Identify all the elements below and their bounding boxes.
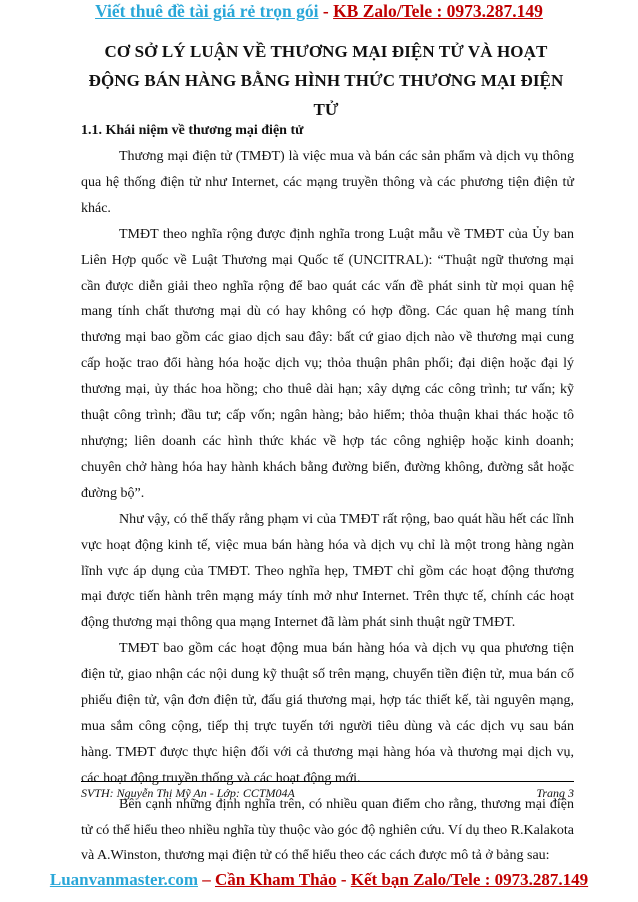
document-title: CƠ SỞ LÝ LUẬN VỀ THƯƠNG MẠI ĐIỆN TỬ VÀ HOẠT ĐỘNG BÁN HÀNG BẰNG HÌNH THỨC THƯƠNG MẠI ĐIỆN TỬ — [88, 42, 564, 119]
site-link[interactable]: Luanvanmaster.com — [49, 870, 198, 889]
zalo-link[interactable]: Kết bạn Zalo/Tele : 0973.287.149 — [350, 870, 589, 889]
paragraph-3: Như vậy, có thể thấy rằng phạm vi của TMĐT rất rộng, bao quát hầu hết các lĩnh vực hoạt động kinh tế, việc mua bán hàng hóa và dịch vụ chỉ là một trong hàng ngàn lĩnh vực áp dụng của TMĐT. Theo nghĩa hẹp, TMĐT chỉ gồm các hoạt động thương mại được tiến hành trên mạng máy tính mở như Internet. Trên thực tế, chính các hoạt động thương mại thông qua mạng Internet đã làm phát sinh thuật ngữ TMĐT. — [81, 511, 574, 631]
paragraph-4: TMĐT bao gồm các hoạt động mua bán hàng hóa và dịch vụ qua phương tiện điện tử, giao nhận các nội dung kỹ thuật số trên mạng, chuyển tiền điện tử, mua bán cổ phiếu điện tử, vận đơn điện tử, đấu giá thương mại, hợp tác thiết kế, tài nguyên mạng, mua sắm công cộng, tiếp thị trực tuyến tới người tiêu dùng và các dịch vụ sau bán hàng. TMĐT được thực hiện đối với cả thương mại hàng hóa và thương mại dịch vụ, các hoạt động truyền thống và các hoạt động mới. — [81, 641, 574, 786]
document-body — [81, 144, 574, 869]
contact-link[interactable]: KB Zalo/Tele : 0973.287.149 — [333, 1, 543, 21]
service-link[interactable]: Viết thuê đề tài giá rẻ trọn gói — [95, 1, 319, 21]
paragraph-1: Thương mại điện tử (TMĐT) là việc mua và bán các sản phẩm và dịch vụ thông qua hệ thống điện tử như Internet, các mạng truyền thông và các phương tiện điện tử khác. — [81, 149, 574, 216]
paragraph-2: TMĐT theo nghĩa rộng được định nghĩa trong Luật mẫu về TMĐT của Ủy ban Liên Hợp quốc về Luật Thương mại Quốc tế (UNCITRAL): “Thuật ngữ thương mại cần được diễn giải theo nghĩa rộng để bao quát các vấn đề phát sinh từ mọi quan hệ mang tính chất thương mại dù có hay không có hợp đồng. Các quan hệ mang tính thương mại bao gồm các giao dịch sau đây: bất cứ giao dịch nào về thương mại cung cấp hoặc trao đổi hàng hóa hoặc dịch vụ; thỏa thuận phân phối; đại diện hoặc đại lý thương mại, ủy thác hoa hồng; cho thuê dài hạn; xây dựng các công trình; tư vấn; kỹ thuật công trình; đầu tư; cấp vốn; ngân hàng; bảo hiểm; thỏa thuận khai thác hoặc tô nhượng; liên doanh các hình thức khác về hợp tác công nghiệp hoặc kinh doanh; chuyên chở hàng hóa hay hành khách bằng đường biển, đường không, đường sắt hoặc đường bộ”. — [81, 226, 574, 501]
banner-dash: – — [198, 870, 215, 889]
footer-author: SVTH: Nguyễn Thị Mỹ An - Lớp: CCTM04A — [81, 786, 295, 800]
footer-divider — [81, 781, 574, 782]
bottom-banner — [0, 870, 638, 890]
banner-separator: - — [318, 1, 334, 21]
top-banner — [0, 1, 638, 22]
banner-separator-2: - — [336, 870, 351, 889]
contact-name-link[interactable]: Cần Kham Thảo — [215, 870, 337, 889]
paragraph-5: Bên cạnh những định nghĩa trên, có nhiều quan điểm cho rằng, thương mại điện tử có thể hiểu theo nhiều nghĩa tùy thuộc vào góc độ nghiên cứu. Ví dụ theo R.Kalakota và A.Winston, thương mại điện tử có thể hiểu theo các cách được mô tả ở bảng sau: — [81, 796, 574, 864]
footer-page-number: Trang 3 — [536, 786, 574, 800]
section-heading: 1.1. Khái niệm về thương mại điện tử — [81, 123, 304, 138]
